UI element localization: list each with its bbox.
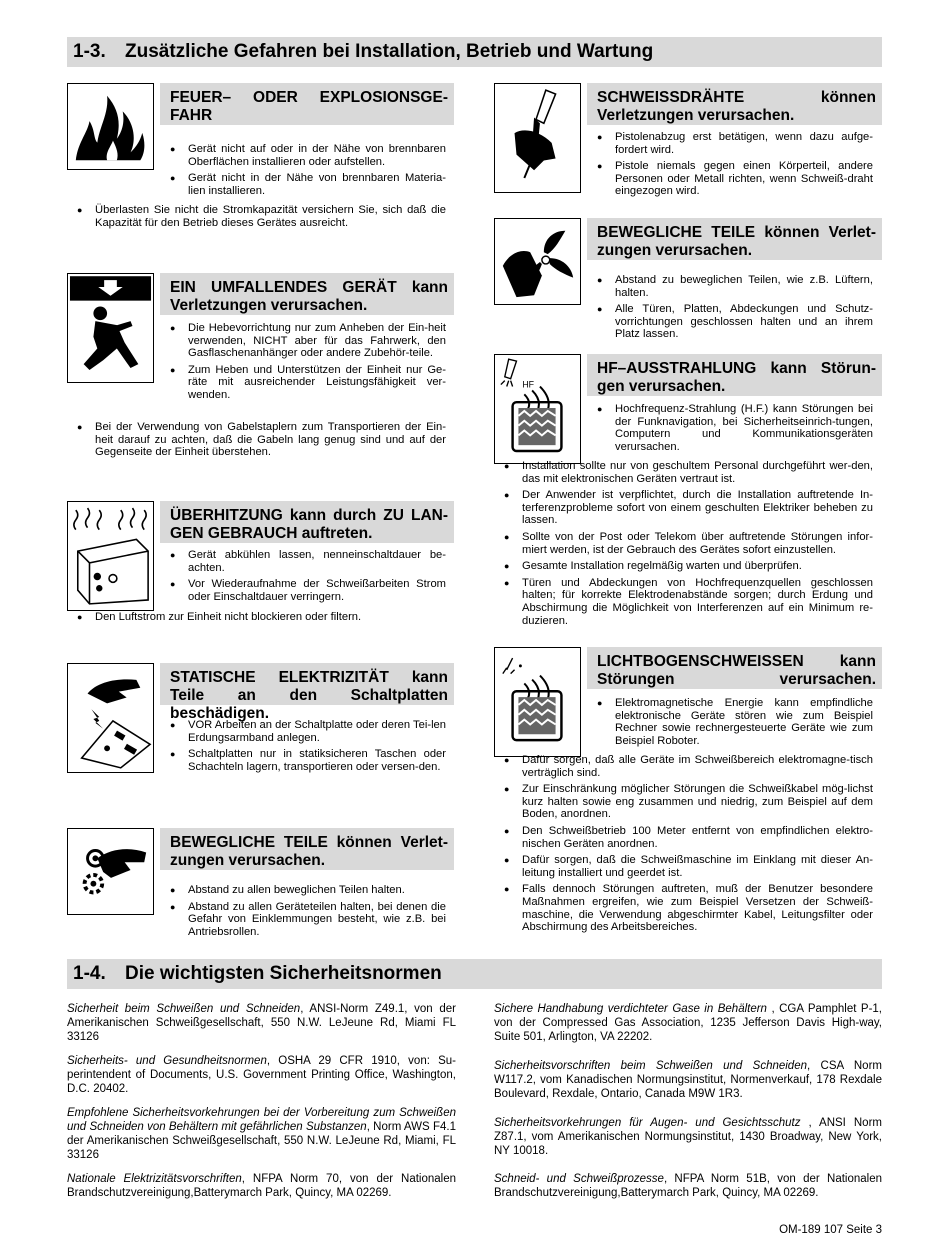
list-item: ● Installation sollte nur von geschultem Personal durchgeführt wer-den, das mit elektronischen Geräten vertraut ist.	[502, 460, 873, 485]
page-footer: OM-189 107 Seite 3	[779, 1224, 882, 1236]
list-item: ● Überlasten Sie nicht die Stromkapazität versichern Sie, sich daß die Kapazität für den Betrieb dieses Gerätes ausreicht.	[75, 204, 446, 229]
fan-moving-parts-bullets	[595, 274, 873, 345]
hf-radiation-extra	[502, 460, 873, 631]
list-item: ● Abstand zu beweglichen Teilen, wie z.B. Lüftern, halten.	[595, 274, 873, 299]
falling-equipment-bullets	[168, 322, 446, 406]
overheating-bullets	[168, 549, 446, 607]
section-1-4-heading	[67, 959, 882, 989]
moving-parts-bullets	[168, 884, 446, 942]
arc-welding-interference-icon	[494, 647, 581, 757]
fire-hazard-extra	[75, 204, 446, 233]
standard-title: Schneid- und Schweißprozesse	[494, 1173, 664, 1185]
list-item: ● Gerät abkühlen lassen, nenneinschaltdauer be-achten.	[168, 549, 446, 574]
standard-entry	[494, 1002, 882, 1044]
hf-label: HF	[522, 379, 535, 390]
fire-hazard-icon	[67, 83, 154, 170]
list-item: ● Gesamte Installation regelmäßig warten und überprüfen.	[502, 560, 873, 573]
fire-hazard-title: FEUER– ODER EXPLOSIONSGE-FAHR	[160, 83, 454, 125]
fan-moving-parts-title: BEWEGLICHE TEILE können Verlet-zungen verursachen.	[587, 218, 882, 260]
list-item: ● Bei der Verwendung von Gabelstaplern zum Transportieren der Ein-heit darauf zu achten, daß die Gabeln lang genug sind und auf der Gegenseite der Einheit überstehen.	[75, 421, 446, 459]
standard-title: Nationale Elektrizitätsvorschriften	[67, 1173, 242, 1185]
standard-entry	[494, 1059, 882, 1101]
arc-welding-extra	[502, 754, 873, 938]
overheating-title: ÜBERHITZUNG kann durch ZU LAN-GEN GEBRAUCH auftreten.	[160, 501, 454, 543]
list-item: ● Schaltplatten nur in statiksicheren Taschen oder Schachteln lagern, transportieren oder versen-den.	[168, 748, 446, 773]
list-item: ● Gerät nicht in der Nähe von brennbaren Materia-lien installieren.	[168, 172, 446, 197]
standard-entry	[67, 1054, 456, 1096]
list-item: ● Zur Einschränkung möglicher Störungen die Schweißkabel mög-lichst kurz halten sowie eng zusammen und niedrig, zum Beispiel auf dem Boden, anordnen.	[502, 783, 873, 821]
section-number: 1-4.	[73, 963, 106, 984]
section-title: Die wichtigsten Sicherheitsnormen	[125, 963, 442, 984]
standard-entry	[494, 1116, 882, 1158]
standard-details: , OSHA 29 CFR 1910, von: Su-perintendent of Documents, U.S. Government Printing Office, Washington, D.C. 20402.	[67, 1055, 456, 1095]
moving-parts-title: BEWEGLICHE TEILE können Verlet-zungen verursachen.	[160, 828, 454, 870]
welding-wire-title: SCHWEISSDRÄHTE können Verletzungen verursachen.	[587, 83, 882, 125]
standard-details: , ANSI Norm Z87.1, vom Amerikanischen Normungsinstitut, 1430 Broadway, New York, NY 10018.	[494, 1117, 882, 1157]
standard-entry	[494, 1172, 882, 1200]
standard-title: Empfohlene Sicherheitsvorkehrungen bei der Vorbereitung zum Schweißen und Schneiden von Behältern mit gefährlichen Substanzen	[67, 1107, 456, 1133]
list-item: ● Abstand zu allen beweglichen Teilen halten.	[168, 884, 446, 897]
fire-hazard-bullets	[168, 143, 446, 201]
standard-details: , CSA Norm W117.2, vom Kanadischen Normungsinstitut, Normenverkauf, 178 Rexdale Boulevard, Rexdale, Ontario, Canada M9W 1R3.	[494, 1060, 882, 1100]
list-item: ● Alle Türen, Platten, Abdeckungen und Schutz-vorrichtungen geschlossen halten und an ihrem Platz lassen.	[595, 303, 873, 341]
fan-moving-parts-icon	[494, 218, 581, 305]
hf-radiation-title: HF–AUSSTRAHLUNG kann Störun-gen verursachen.	[587, 354, 882, 396]
standard-entry	[67, 1002, 456, 1044]
section-title: Zusätzliche Gefahren bei Installation, Betrieb und Wartung	[125, 41, 654, 62]
static-electricity-title: STATISCHE ELEKTRIZITÄT kann Teile an den Schaltplatten beschädigen.	[160, 663, 454, 705]
list-item: ● Pistole niemals gegen einen Körperteil, andere Personen oder Metall richten, wenn Schweiß-draht eingezogen wird.	[595, 160, 873, 198]
list-item: ● Türen und Abdeckungen von Hochfrequenzquellen geschlossen halten; für korrekte Elektrodenabstände sorgen; durch Erdung und Abschirmung die Möglichkeit von Interferenzen auf ein Minimum re-duzieren.	[502, 577, 873, 627]
standard-details: , NFPA Norm 51B, von der Nationalen Brandschutzvereinigung,Batterymarch Park, Quincy, MA 02269.	[494, 1173, 882, 1199]
list-item: ● Hochfrequenz-Strahlung (H.F.) kann Störungen bei der Funknavigation, bei Sicherheitseinrich-tungen, Computern und Kommunikationsgeräten verursachen.	[595, 403, 873, 453]
standard-details: , Norm AWS F4.1 der Amerikanischen Schweißgesellschaft, 550 N.W. LeJeune Rd, Miami, FL 33126	[67, 1121, 456, 1161]
falling-equipment-title: EIN UMFALLENDES GERÄT kann Verletzungen verursachen.	[160, 273, 454, 315]
overheating-extra	[75, 611, 446, 628]
standard-details: , ANSI-Norm Z49.1, von der Amerikanischen Schweißgesellschaft, 550 N.W. LeJeune Rd, Miami FL 33126	[67, 1003, 456, 1043]
standard-entry	[67, 1106, 456, 1162]
list-item: ● Den Luftstrom zur Einheit nicht blockieren oder filtern.	[75, 611, 446, 624]
list-item: ● Die Hebevorrichtung nur zum Anheben der Ein-heit verwenden, NICHT aber für das Fahrwerk, den Gasflaschenanhänger oder andere Zubehör-teile.	[168, 322, 446, 360]
standard-title: Sicherheitsvorkehrungen für Augen- und Gesichtsschutz	[494, 1117, 801, 1129]
hf-radiation-icon	[494, 354, 581, 464]
moving-parts-icon	[67, 828, 154, 915]
welding-wire-icon	[494, 83, 581, 193]
standard-entry	[67, 1172, 456, 1200]
standard-title: Sicherheitsvorschriften beim Schweißen und Schneiden	[494, 1060, 807, 1072]
standard-title: Sicherheits- und Gesundheitsnormen	[67, 1055, 267, 1067]
section-number: 1-3.	[73, 41, 106, 62]
list-item: ● Zum Heben und Unterstützen der Einheit nur Ge-räte mit ausreichender Leistungsfähigkeit ver-wenden.	[168, 364, 446, 402]
list-item: ● Elektromagnetische Energie kann empfindliche elektronische Geräte stören wie zum Beispiel Rechner sowie rechnergesteuerte Geräte wie zum Beispiel Roboter.	[595, 697, 873, 747]
list-item: ● Pistolenabzug erst betätigen, wenn dazu aufge-fordert wird.	[595, 131, 873, 156]
standard-title: Sicherheit beim Schweißen und Schneiden	[67, 1003, 301, 1015]
static-electricity-bullets	[168, 719, 446, 777]
welding-wire-bullets	[595, 131, 873, 202]
list-item: ● Vor Wiederaufnahme der Schweißarbeiten Strom oder Einschaltdauer verringern.	[168, 578, 446, 603]
list-item: ● VOR Arbeiten an der Schaltplatte oder deren Tei-len Erdungsarmband anlegen.	[168, 719, 446, 744]
list-item: ● Abstand zu allen Geräteteilen halten, bei denen die Gefahr von Einklemmungen besteht, wie z.B. bei Antriebsrollen.	[168, 901, 446, 939]
list-item: ● Falls dennoch Störungen auftreten, muß der Benutzer besondere Maßnahmen ergreifen, wie zum Beispiel Versetzen der Schweiß-maschine, die Verwendung abgeschirmter Kabel, Leitungsfilter oder Abschirmung des Arbeitsbereiches.	[502, 883, 873, 933]
arc-welding-bullets	[595, 697, 873, 751]
list-item: ● Dafür sorgen, daß die Schweißmaschine im Einklang mit dieser An-leitung installiert und geerdet ist.	[502, 854, 873, 879]
list-item: ● Dafür sorgen, daß alle Geräte im Schweißbereich elektromagne-tisch verträglich sind.	[502, 754, 873, 779]
standard-details: , NFPA Norm 70, von der Nationalen Brandschutzvereinigung,Batterymarch Park, Quincy, MA 02269.	[67, 1173, 457, 1199]
list-item: ● Der Anwender ist verpflichtet, durch die Installation auftretende In-terferenzprobleme sofort von einem geschulten Elektriker beheben zu lassen.	[502, 489, 873, 527]
overheating-icon	[67, 501, 154, 611]
list-item: ● Gerät nicht auf oder in der Nähe von brennbaren Oberflächen installieren oder aufstellen.	[168, 143, 446, 168]
hf-radiation-bullets	[595, 403, 873, 457]
list-item: ● Den Schweißbetrieb 100 Meter entfernt von empfindlichen elektro-nischen Geräten anordnen.	[502, 825, 873, 850]
arc-welding-title: LICHTBOGENSCHWEISSEN kann Störungen verursachen.	[587, 647, 882, 689]
standard-title: Sichere Handhabung verdichteter Gase in Behältern	[494, 1003, 767, 1015]
falling-equipment-icon	[67, 273, 154, 383]
list-item: ● Sollte von der Post oder Telekom über auftretende Störungen infor-miert werden, ist der Gebrauch des Gerätes sofort einzustellen.	[502, 531, 873, 556]
falling-equipment-extra	[75, 421, 446, 463]
standard-details: , CGA Pamphlet P-1, von der Compressed Gas Association, 1235 Jefferson Davis High-way, Suite 501, Arlington, VA 22202.	[494, 1003, 883, 1043]
static-electricity-icon	[67, 663, 154, 773]
section-1-3-heading	[67, 37, 882, 67]
